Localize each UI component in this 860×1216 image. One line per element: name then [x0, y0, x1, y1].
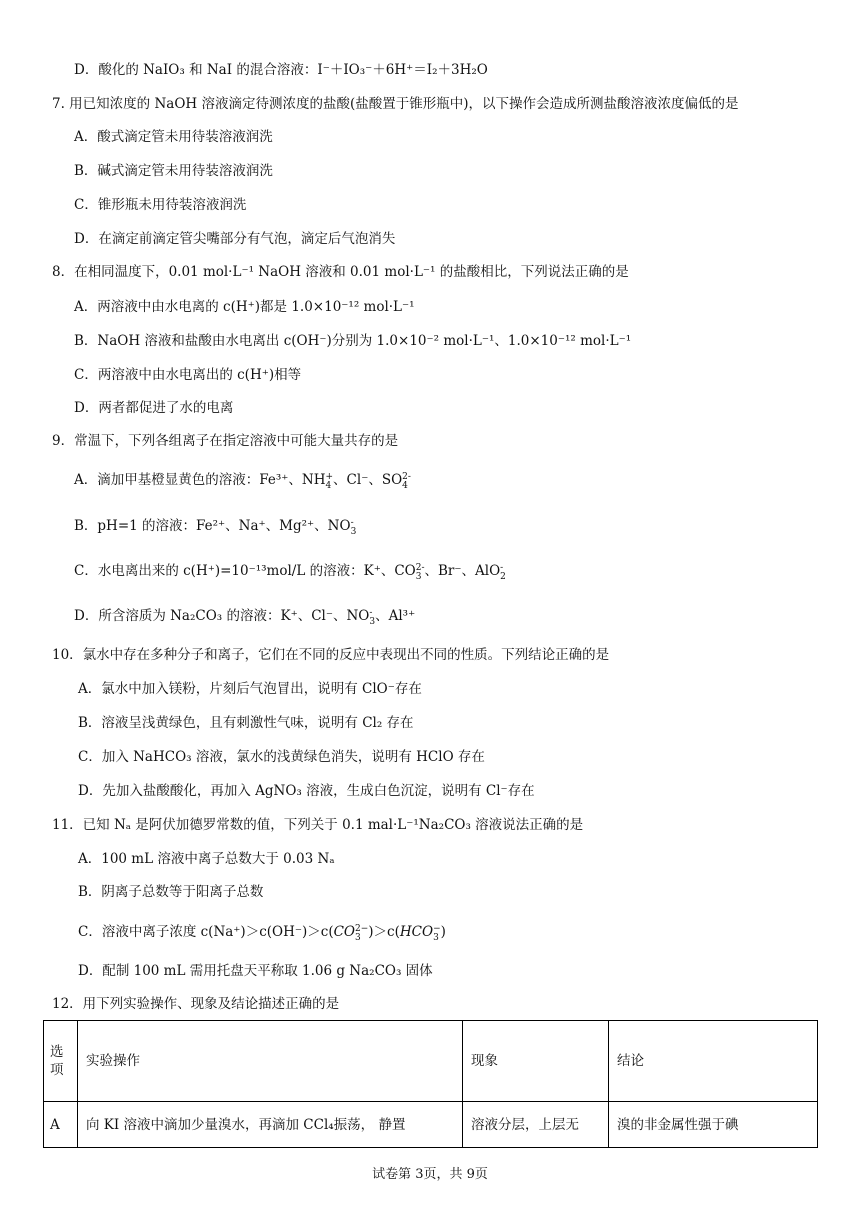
q9a-mid: 、Cl⁻、SO: [333, 472, 403, 488]
q7-option-a: A．酸式滴定管未用待装溶液润洗: [74, 129, 273, 145]
q9-option-a: [74, 471, 411, 491]
q9-option-b: [74, 517, 356, 537]
question-12-stem: 12．用下列实验操作、现象及结论描述正确的是: [52, 996, 340, 1012]
q10-option-b: B．溶液呈浅黄绿色，且有刺激性气味，说明有 Cl₂ 存在: [78, 715, 414, 731]
q11-option-d: D．配制 100 mL 需用托盘天平称取 1.06 g Na₂CO₃ 固体: [78, 963, 433, 979]
q9c-mid: 、Br⁻、AlO: [424, 563, 501, 579]
q6-option-d: D．酸化的 NaIO₃ 和 NaI 的混合溶液：I⁻＋IO₃⁻＋6H⁺＝I₂＋3H₂O: [74, 62, 488, 78]
q9b-no3-charge: - 3: [350, 518, 357, 537]
q11c-suffix: ): [440, 924, 446, 940]
q7-option-b: B．碱式滴定管未用待装溶液润洗: [74, 163, 273, 179]
q9a-so4-charge: 2- 4: [402, 472, 411, 491]
q11c-mid: )＞c(: [368, 924, 400, 940]
row-a-conclusion: 溴的非金属性强于碘: [609, 1102, 818, 1148]
q11c-prefix: C．溶液中离子浓度 c(Na⁺)＞c(OH⁻)＞c(: [78, 924, 334, 940]
q10-option-d: D．先加入盐酸酸化，再加入 AgNO₃ 溶液，生成白色沉淀，说明有 Cl⁻存在: [78, 783, 535, 799]
q9-option-d: [74, 607, 415, 627]
q8-option-c: C．两溶液中由水电离出的 c(H⁺)相等: [74, 367, 302, 383]
q9a-prefix: A．滴加甲基橙显黄色的溶液：Fe³⁺、NH: [74, 472, 326, 488]
q9d-suffix: 、Al³⁺: [375, 608, 416, 624]
question-7-stem: 7. 用已知浓度的 NaOH 溶液滴定待测浓度的盐酸(盐酸置于锥形瓶中)，以下操作会造成所测盐酸溶液浓度偏低的是: [52, 96, 739, 112]
page-footer: 试卷第 3页，共 9页: [372, 1167, 488, 1182]
q10-option-c: C．加入 NaHCO₃ 溶液，氯水的浅黄绿色消失，说明有 HClO 存在: [78, 749, 485, 765]
q11c-hco3: HCO: [399, 924, 434, 940]
q9d-prefix: D．所含溶质为 Na₂CO₃ 的溶液：K⁺、Cl⁻、NO: [74, 608, 370, 624]
q7-option-c: C．锥形瓶未用待装溶液润洗: [74, 197, 247, 213]
header-conclusion: 结论: [609, 1021, 818, 1102]
q9c-co3-charge: 2- 3: [415, 563, 425, 582]
row-a-operation: 向 KI 溶液中滴加少量溴水，再滴加 CCl₄振荡， 静置: [78, 1102, 463, 1148]
q8-option-a: A．两溶液中由水电离的 c(H⁺)都是 1.0×10⁻¹² mol·L⁻¹: [74, 299, 415, 315]
row-a-phenomenon: 溶液分层，上层无: [463, 1102, 609, 1148]
header-operation: 实验操作: [78, 1021, 463, 1102]
q9d-no3-charge: - 3: [369, 608, 376, 627]
question-8-stem: 8．在相同温度下，0.01 mol·L⁻¹ NaOH 溶液和 0.01 mol·L⁻¹ 的盐酸相比，下列说法正确的是: [52, 264, 629, 280]
q11c-hco3-charge: − 3: [433, 924, 441, 943]
q11-option-c: [78, 923, 446, 943]
q11-option-b: B．阴离子总数等于阳离子总数: [78, 884, 264, 900]
q8-option-b: B．NaOH 溶液和盐酸由水电离出 c(OH⁻)分别为 1.0×10⁻² mol·L⁻¹、1.0×10⁻¹² mol·L⁻¹: [74, 333, 632, 349]
experiment-table: [43, 1020, 818, 1148]
header-phenomenon: 现象: [463, 1021, 609, 1102]
q9b-prefix: B．pH=1 的溶液：Fe²⁺、Na⁺、Mg²⁺、NO: [74, 518, 351, 534]
q7-option-d: D．在滴定前滴定管尖嘴部分有气泡，滴定后气泡消失: [74, 231, 396, 247]
q11c-co3: CO: [333, 924, 355, 940]
q9c-alo2-charge: - 2: [500, 563, 506, 582]
q9a-nh4-charge: + 4: [325, 472, 334, 491]
question-9-stem: 9．常温下，下列各组离子在指定溶液中可能大量共存的是: [52, 433, 399, 449]
q11c-co3-charge: 2− 3: [355, 924, 369, 943]
q8-option-d: D．两者都促进了水的电离: [74, 400, 234, 416]
question-10-stem: 10．氯水中存在多种分子和离子，它们在不同的反应中表现出不同的性质。下列结论正确的是: [52, 647, 610, 663]
q10-option-a: A．氯水中加入镁粉，片刻后气泡冒出，说明有 ClO⁻存在: [78, 681, 422, 697]
row-a-option: A: [44, 1102, 78, 1148]
q9c-prefix: C．水电离出来的 c(H⁺)=10⁻¹³mol/L 的溶液：K⁺、CO: [74, 563, 416, 579]
header-option: 选 项: [44, 1021, 78, 1102]
q9-option-c: [74, 562, 506, 582]
table-row: [44, 1102, 818, 1148]
question-11-stem: 11．已知 Nₐ 是阿伏加德罗常数的值，下列关于 0.1 mal·L⁻¹Na₂CO₃ 溶液说法正确的是: [52, 817, 584, 833]
q11-option-a: A．100 mL 溶液中离子总数大于 0.03 Nₐ: [78, 851, 335, 867]
table-header-row: [44, 1021, 818, 1102]
